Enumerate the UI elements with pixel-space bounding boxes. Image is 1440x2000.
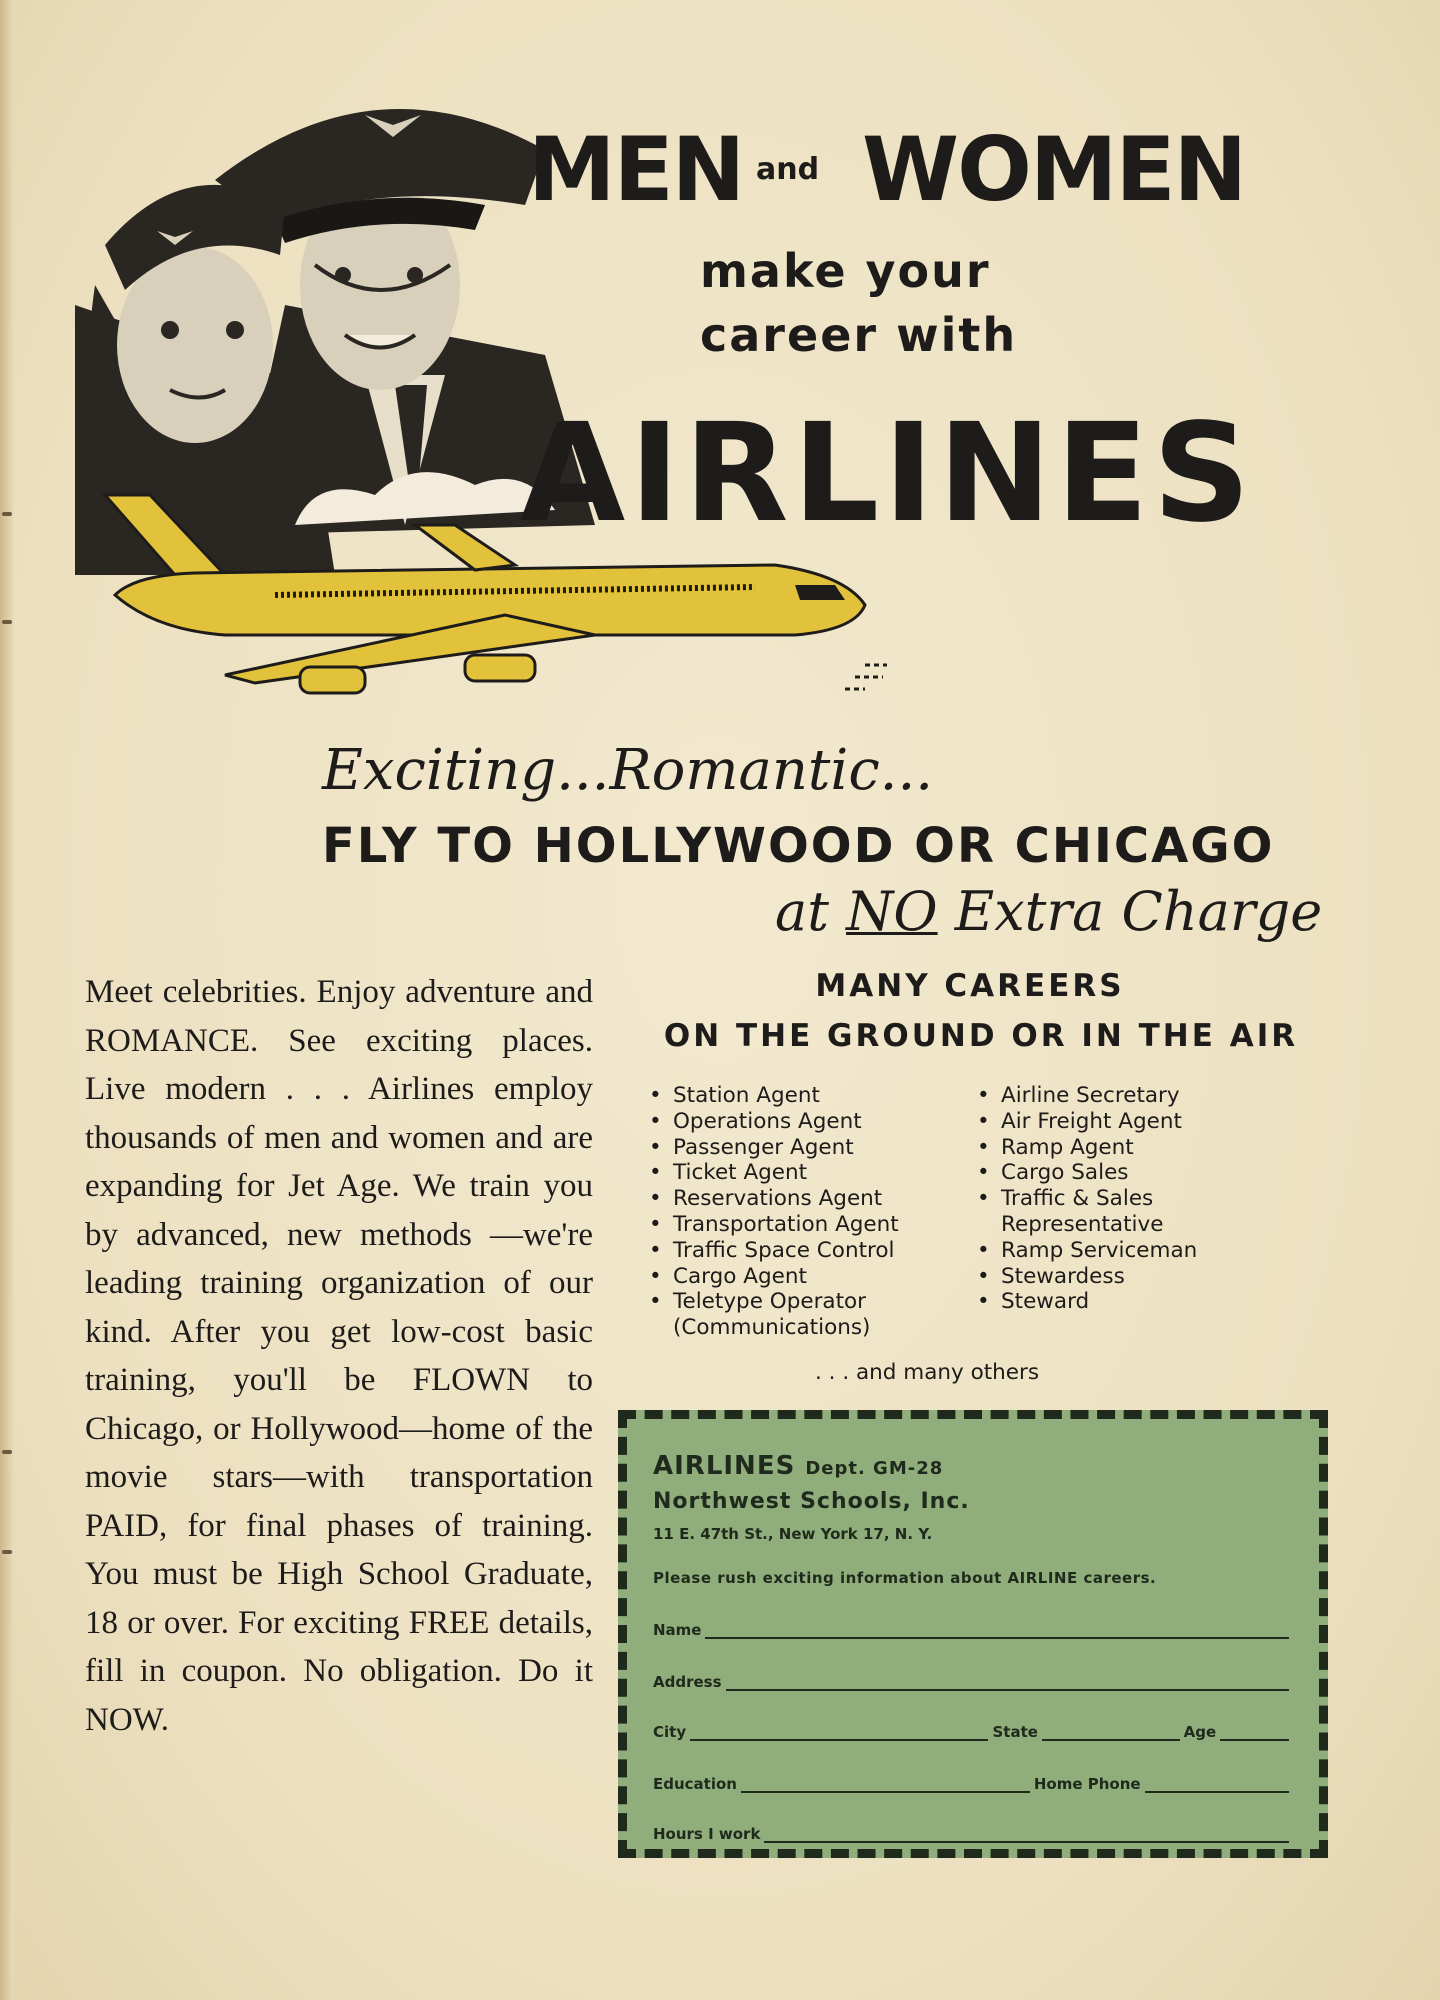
career-item-continuation: (Communications) bbox=[673, 1315, 871, 1341]
staple-hole bbox=[2, 620, 12, 624]
city-label: City bbox=[653, 1723, 687, 1741]
headline-and: and bbox=[756, 152, 820, 187]
name-field[interactable] bbox=[653, 1615, 1293, 1639]
career-item: • Stewardess bbox=[973, 1264, 1197, 1290]
career-item: • Traffic Space Control bbox=[645, 1238, 899, 1264]
careers-list-right bbox=[973, 1083, 1197, 1315]
career-item: • Ramp Agent bbox=[973, 1135, 1197, 1161]
tagline-extra-charge: Extra Charge bbox=[954, 880, 1323, 943]
body-copy: Meet celebrities. Enjoy adventure and ROMANCE. See exciting places. Live modern . . . Airlines employ thousands of men and women and are expanding for Jet Age. We train you by advanced, new methods —we're leading training organization of our kind. After you get low-cost basic training, you'll be FLOWN to Chicago, or Hollywood—home of the movie stars—with transportation PAID, for final phases of training. You must be High School Graduate, 18 or over. For exciting FREE details, fill in coupon. No obligation. Do it NOW. bbox=[85, 974, 593, 1738]
career-item-continuation: Representative bbox=[1001, 1211, 1164, 1237]
mail-in-coupon bbox=[618, 1410, 1328, 1858]
education-label: Education bbox=[653, 1775, 737, 1793]
career-item: • Cargo Agent bbox=[645, 1264, 899, 1290]
education-line[interactable] bbox=[741, 1775, 1030, 1793]
home-phone-line[interactable] bbox=[1145, 1775, 1289, 1793]
coupon-airlines: AIRLINES bbox=[653, 1451, 796, 1481]
career-item: • Passenger Agent bbox=[645, 1135, 899, 1161]
many-others-note: . . . and many others bbox=[815, 1360, 1040, 1385]
coupon-address: 11 E. 47th St., New York 17, N. Y. bbox=[653, 1525, 933, 1543]
career-item: • Teletype Operator bbox=[645, 1289, 899, 1315]
state-label: State bbox=[992, 1723, 1038, 1741]
headline-make-your: make your bbox=[700, 244, 991, 298]
address-line[interactable] bbox=[726, 1673, 1289, 1691]
education-phone-fields[interactable] bbox=[653, 1769, 1293, 1793]
career-item: • Ticket Agent bbox=[645, 1160, 899, 1186]
career-item: • Station Agent bbox=[645, 1083, 899, 1109]
career-item: • Traffic & Sales bbox=[973, 1186, 1197, 1212]
coupon-title bbox=[653, 1451, 943, 1481]
headline-women: WOMEN bbox=[862, 118, 1246, 221]
name-label: Name bbox=[653, 1621, 702, 1639]
career-item: • Reservations Agent bbox=[645, 1186, 899, 1212]
age-label: Age bbox=[1183, 1723, 1217, 1741]
career-item: • Air Freight Agent bbox=[973, 1109, 1197, 1135]
career-item: • Transportation Agent bbox=[645, 1212, 899, 1238]
headline-men: MEN bbox=[528, 118, 744, 221]
state-line[interactable] bbox=[1042, 1723, 1180, 1741]
career-item: • Operations Agent bbox=[645, 1109, 899, 1135]
headline-airlines: AIRLINES bbox=[520, 395, 1255, 553]
career-item: • Cargo Sales bbox=[973, 1160, 1197, 1186]
hours-line[interactable] bbox=[764, 1825, 1289, 1843]
headline-career-with: career with bbox=[700, 308, 1018, 362]
staple-hole bbox=[2, 512, 12, 516]
hours-label: Hours I work bbox=[653, 1825, 761, 1843]
careers-list-left bbox=[645, 1083, 899, 1341]
coupon-request-text: Please rush exciting information about AIRLINE careers. bbox=[653, 1569, 1157, 1587]
tagline-fly: FLY TO HOLLYWOOD OR CHICAGO bbox=[322, 818, 1275, 874]
city-line[interactable] bbox=[690, 1723, 988, 1741]
career-item: • Airline Secretary bbox=[973, 1083, 1197, 1109]
tagline-no-extra-charge bbox=[775, 880, 1322, 943]
coupon-dept: Dept. GM-28 bbox=[805, 1458, 944, 1479]
careers-subheading: ON THE GROUND OR IN THE AIR bbox=[663, 1018, 1299, 1054]
hours-field[interactable] bbox=[653, 1819, 1293, 1843]
age-line[interactable] bbox=[1220, 1723, 1289, 1741]
tagline-exciting: Exciting...Romantic... bbox=[322, 738, 934, 803]
tagline-no: NO bbox=[846, 880, 938, 943]
career-item: • Ramp Serviceman bbox=[973, 1238, 1197, 1264]
page-spine bbox=[0, 0, 14, 2000]
name-line[interactable] bbox=[705, 1621, 1289, 1639]
staple-hole bbox=[2, 1550, 12, 1554]
coupon-school: Northwest Schools, Inc. bbox=[653, 1489, 970, 1514]
tagline-at: at bbox=[775, 880, 829, 943]
address-field[interactable] bbox=[653, 1667, 1293, 1691]
careers-heading: MANY CAREERS bbox=[815, 968, 1125, 1004]
home-phone-label: Home Phone bbox=[1033, 1775, 1141, 1793]
staple-hole bbox=[2, 1450, 12, 1454]
city-state-age-fields[interactable] bbox=[653, 1717, 1293, 1741]
career-item: • Steward bbox=[973, 1289, 1197, 1315]
address-label: Address bbox=[653, 1673, 722, 1691]
